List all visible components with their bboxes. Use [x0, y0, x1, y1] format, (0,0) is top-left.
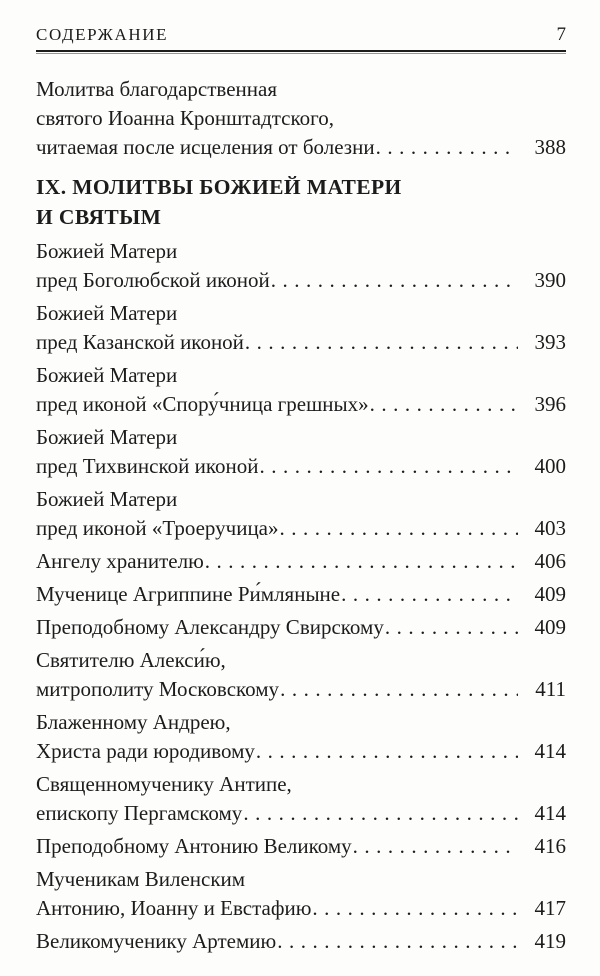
entry-title: епископу Пергамскому	[36, 801, 243, 825]
entry-title-line: Молитва благодарственная	[36, 77, 277, 101]
entry-title-line: Божией Матери	[36, 425, 178, 449]
dot-leader	[376, 133, 518, 162]
entry-title-line: Божией Матери	[36, 301, 178, 325]
entry-leader-line	[36, 675, 566, 704]
entry-page-number: 396	[534, 392, 566, 416]
entry-leader-line	[36, 799, 566, 828]
section-heading-line: И СВЯТЫМ	[36, 205, 162, 229]
entry-leader-line	[36, 927, 566, 956]
toc-section-heading	[36, 172, 566, 232]
toc-entry	[36, 865, 566, 923]
entry-leader-line	[36, 266, 566, 295]
entry-page-number: 414	[534, 801, 566, 825]
contents-heading: СОДЕРЖАНИЕ	[36, 25, 169, 44]
toc-entry	[36, 547, 566, 576]
toc-entry	[36, 708, 566, 766]
entry-title-line: Божией Матери	[36, 487, 178, 511]
entry-page-number: 414	[534, 739, 566, 763]
dot-leader	[385, 613, 518, 642]
section-heading-line: IX. МОЛИТВЫ БОЖИЕЙ МАТЕРИ	[36, 175, 402, 199]
entry-title: Преподобному Антонию Великому	[36, 834, 352, 858]
entry-title-line: Святителю Алекси́ю,	[36, 648, 226, 672]
entry-title: пред Тихвинской иконой	[36, 454, 259, 478]
entry-title: пред Казанской иконой	[36, 330, 244, 354]
toc-list	[36, 75, 566, 956]
toc-entry	[36, 75, 566, 162]
entry-page-number: 400	[534, 454, 566, 478]
entry-page-number: 419	[534, 929, 566, 953]
toc-entry	[36, 580, 566, 609]
entry-leader-line	[36, 133, 566, 162]
entry-leader-line	[36, 894, 566, 923]
entry-page-number: 416	[534, 834, 566, 858]
header-page-number: 7	[556, 24, 566, 45]
entry-page-number: 406	[534, 549, 566, 573]
entry-page-number: 409	[534, 582, 566, 606]
entry-page-number: 393	[534, 330, 566, 354]
toc-entry	[36, 613, 566, 642]
entry-title: Антонию, Иоанну и Евстафию	[36, 896, 312, 920]
toc-entry	[36, 832, 566, 861]
dot-leader	[277, 927, 518, 956]
entry-title: пред иконой «Троеручица»	[36, 516, 279, 540]
toc-entry	[36, 485, 566, 543]
entry-title: Христа ради юродивому	[36, 739, 255, 763]
header-rule	[36, 50, 566, 54]
entry-title: Мученице Агриппине Ри́мляныне	[36, 582, 341, 606]
dot-leader	[256, 737, 518, 766]
dot-leader	[312, 894, 518, 923]
dot-leader	[243, 799, 518, 828]
entry-page-number: 411	[535, 677, 566, 701]
entry-page-number: 388	[534, 135, 566, 159]
entry-leader-line	[36, 580, 566, 609]
entry-leader-line	[36, 737, 566, 766]
toc-entry	[36, 361, 566, 419]
page-header	[36, 24, 566, 46]
entry-title-line: святого Иоанна Кронштадтского,	[36, 106, 334, 130]
entry-title-line: Божией Матери	[36, 363, 178, 387]
entry-page-number: 409	[534, 615, 566, 639]
entry-leader-line	[36, 547, 566, 576]
toc-entry	[36, 927, 566, 956]
entry-title: Великомученику Артемию	[36, 929, 277, 953]
toc-entry	[36, 237, 566, 295]
entry-leader-line	[36, 832, 566, 861]
toc-entry	[36, 770, 566, 828]
entry-leader-line	[36, 390, 566, 419]
entry-title-line: Священномученику Антипе,	[36, 772, 292, 796]
entry-title: митрополиту Московскому	[36, 677, 280, 701]
dot-leader	[259, 452, 518, 481]
entry-leader-line	[36, 328, 566, 357]
entry-title: читаемая после исцеления от болезни	[36, 135, 375, 159]
dot-leader	[280, 675, 518, 704]
dot-leader	[370, 390, 518, 419]
dot-leader	[205, 547, 518, 576]
entry-title-line: Мученикам Виленским	[36, 867, 246, 891]
toc-entry	[36, 646, 566, 704]
dot-leader	[271, 266, 518, 295]
toc-entry	[36, 299, 566, 357]
entry-title: пред иконой «Спору́чница грешных»	[36, 392, 369, 416]
dot-leader	[280, 514, 518, 543]
toc-entry	[36, 423, 566, 481]
entry-title-line: Блаженному Андрею,	[36, 710, 231, 734]
entry-leader-line	[36, 613, 566, 642]
entry-title: Ангелу хранителю	[36, 549, 204, 573]
entry-leader-line	[36, 514, 566, 543]
entry-page-number: 417	[534, 896, 566, 920]
dot-leader	[353, 832, 518, 861]
entry-page-number: 390	[534, 268, 566, 292]
entry-title: Преподобному Александру Свирскому	[36, 615, 384, 639]
entry-title-line: Божией Матери	[36, 239, 178, 263]
entry-page-number: 403	[534, 516, 566, 540]
dot-leader	[341, 580, 518, 609]
entry-leader-line	[36, 452, 566, 481]
entry-title: пред Боголюбской иконой	[36, 268, 270, 292]
dot-leader	[245, 328, 518, 357]
